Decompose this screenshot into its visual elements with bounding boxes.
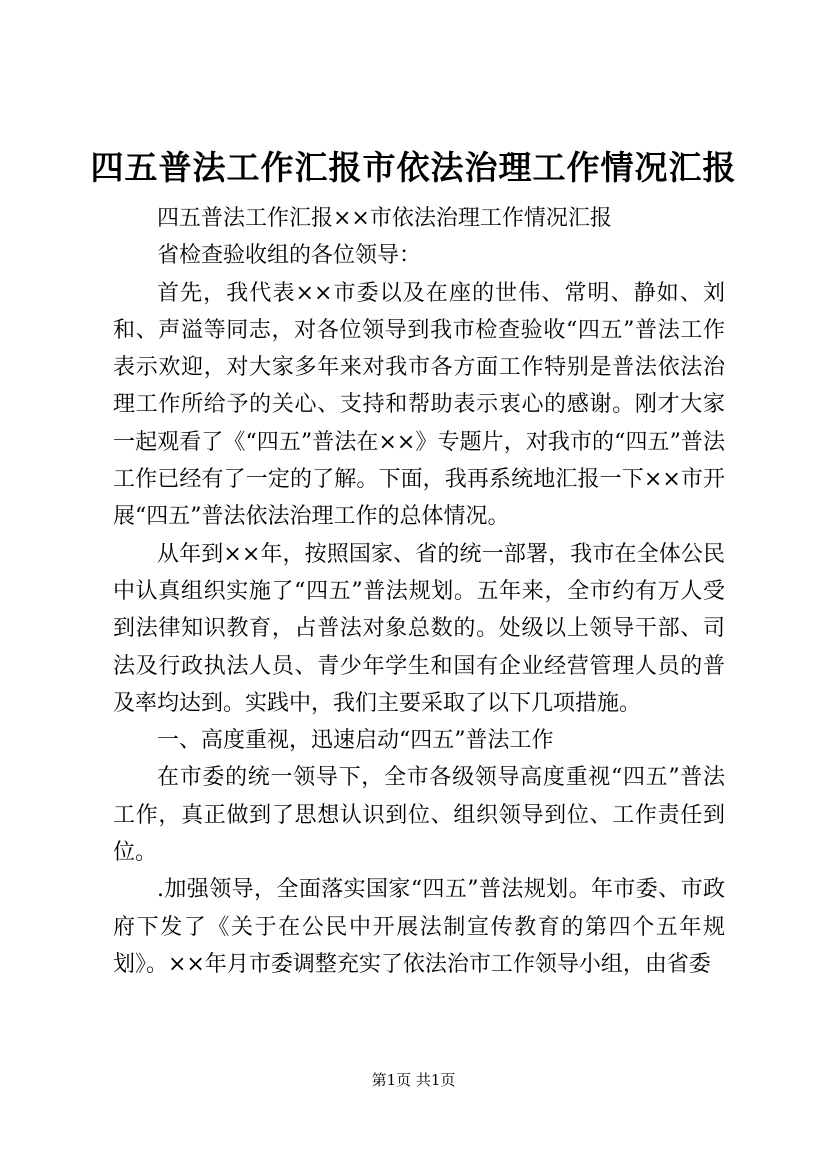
page-footer: 第1页 共1页 bbox=[371, 1071, 456, 1089]
section-heading-1: 一、高度重视，迅速启动“四五”普法工作 bbox=[157, 728, 554, 754]
paragraph-leadership: 在市委的统一领导下，全市各级领导高度重视“四五”普法工作，真正做到了思想认识到位、组织领导到位、工作责任到位。 bbox=[113, 765, 725, 866]
document-title: 四五普法工作汇报市依法治理工作情况汇报 bbox=[90, 148, 737, 187]
paragraph-salutation: 省检查验收组的各位领导： bbox=[157, 243, 422, 269]
paragraph-subtitle: 四五普法工作汇报××市依法治理工作情况汇报 bbox=[157, 206, 612, 231]
paragraph-opening: 首先，我代表××市委以及在座的世伟、常明、静如、刘和、声溢等同志，对各位领导到我市检查验收“四五”普法工作表示欢迎，对大家多年来对我市各方面工作特别是普法依法治理工作所给予的关心、支持和帮助表示衷心的感谢。刚才大家一起观看了《“四五”普法在××》专题片，对我市的“四五”普法工作已经有了一定的了解。下面，我再系统地汇报一下××市开展“四五”普法依法治理工作的总体情况。 bbox=[113, 280, 725, 530]
paragraph-plan: .加强领导，全面落实国家“四五”普法规划。年市委、市政府下发了《关于在公民中开展法制宣传教育的第四个五年规划》。××年月市委调整充实了依法治市工作领导小组，由省委 bbox=[113, 877, 725, 977]
paragraph-overview: 从年到××年，按照国家、省的统一部署，我市在全体公民中认真组织实施了“四五”普法规划。五年来，全市约有万人受到法律知识教育，占普法对象总数的。处级以上领导干部、司法及行政执法人员、青少年学生和国有企业经营管理人员的普及率均达到。实践中，我们主要采取了以下几项措施。 bbox=[113, 541, 725, 716]
document-body bbox=[113, 200, 725, 983]
